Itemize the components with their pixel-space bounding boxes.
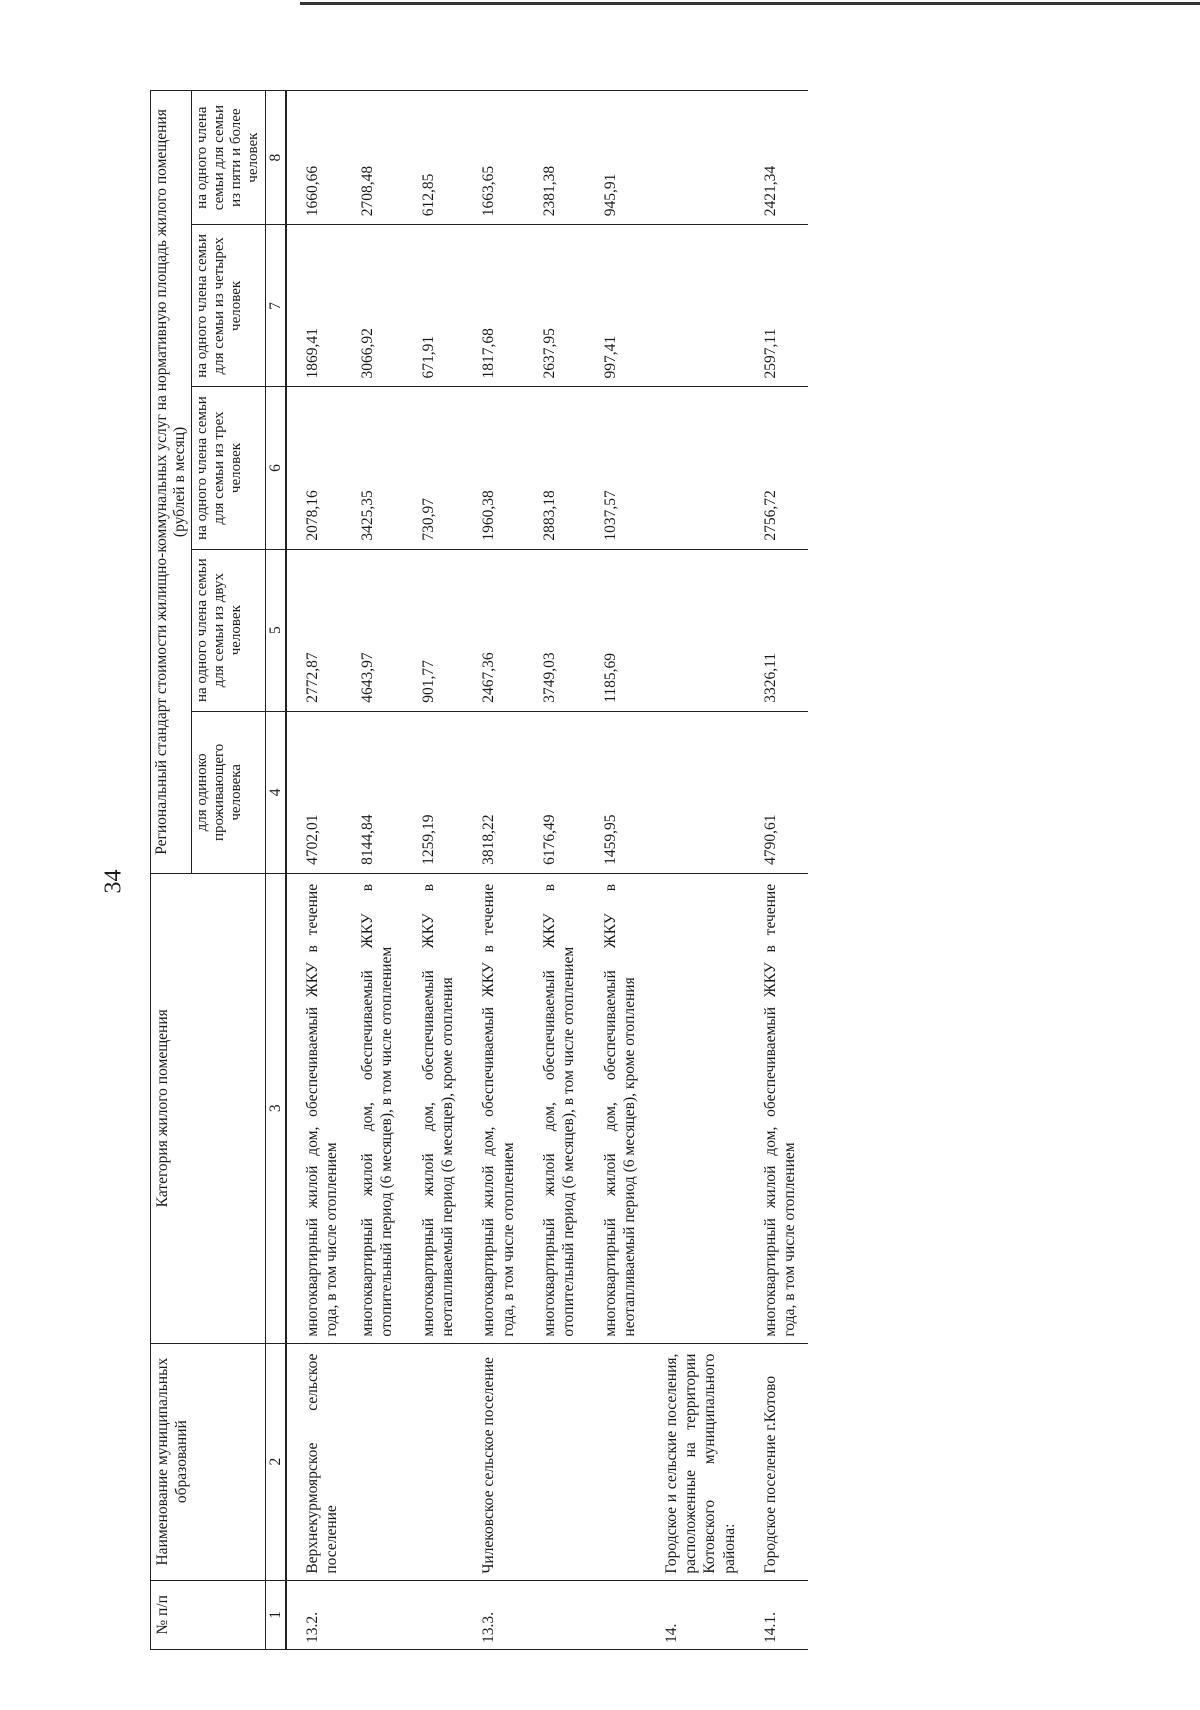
table-row xyxy=(648,91,748,1650)
row-value: 612,85 xyxy=(405,91,466,225)
col-number: 7 xyxy=(265,225,286,387)
row-value: 1960,38 xyxy=(465,387,526,549)
row-value: 2708,48 xyxy=(344,91,405,225)
row-num: 13.3. xyxy=(465,1580,526,1649)
table-row xyxy=(465,91,526,1650)
header-category: Категория жилого помещения xyxy=(151,873,266,1343)
col-number: 2 xyxy=(265,1343,286,1580)
row-value xyxy=(648,387,748,549)
col-number: 8 xyxy=(265,91,286,225)
header-sub-five: на одного члена семьи для семьи из пяти и более человек xyxy=(191,91,265,225)
row-value: 2467,36 xyxy=(465,549,526,711)
header-standard-group: Региональный стандарт стоимости жилищно-коммунальных услуг на нормативную площадь жилого помещения (рублей в месяц) xyxy=(151,91,192,874)
row-value: 4790,61 xyxy=(747,711,808,873)
row-num xyxy=(344,1580,405,1649)
col-number: 6 xyxy=(265,387,286,549)
row-num xyxy=(587,1580,648,1649)
row-value: 8144,84 xyxy=(344,711,405,873)
row-value: 2078,16 xyxy=(286,387,344,549)
row-value xyxy=(648,711,748,873)
row-num: 13.2. xyxy=(286,1580,344,1649)
col-number: 4 xyxy=(265,711,286,873)
row-value xyxy=(648,91,748,225)
col-number: 5 xyxy=(265,549,286,711)
row-category: многоквартирный жилой дом, обеспечиваемый ЖКУ в течение года, в том числе отоплением xyxy=(747,873,808,1343)
row-value: 1185,69 xyxy=(587,549,648,711)
table-row xyxy=(747,91,808,1650)
row-value: 2772,87 xyxy=(286,549,344,711)
header-sub-single: для одиноко проживающего человека xyxy=(191,711,265,873)
row-value: 671,91 xyxy=(405,225,466,387)
row-value xyxy=(648,225,748,387)
row-value: 2381,38 xyxy=(526,91,587,225)
row-value: 2883,18 xyxy=(526,387,587,549)
row-value: 2637,95 xyxy=(526,225,587,387)
row-name: Городское поселение г.Котово xyxy=(747,1343,808,1580)
housing-standard-table xyxy=(150,90,808,1650)
row-category: многоквартирный жилой дом, обеспечиваемый ЖКУ в течение года, в том числе отоплением xyxy=(286,873,344,1343)
row-value: 6176,49 xyxy=(526,711,587,873)
table-row xyxy=(587,91,648,1650)
row-value: 1869,41 xyxy=(286,225,344,387)
row-value: 3066,92 xyxy=(344,225,405,387)
row-value: 1660,66 xyxy=(286,91,344,225)
row-value: 1817,68 xyxy=(465,225,526,387)
row-name xyxy=(405,1343,466,1580)
row-value: 945,91 xyxy=(587,91,648,225)
row-value: 2597,11 xyxy=(747,225,808,387)
row-value: 3425,35 xyxy=(344,387,405,549)
row-value: 4702,01 xyxy=(286,711,344,873)
row-value: 3749,03 xyxy=(526,549,587,711)
row-category: многоквартирный жилой дом, обеспечиваемый ЖКУ в течение года, в том числе отоплением xyxy=(465,873,526,1343)
header-num: № п/п xyxy=(151,1580,266,1649)
row-name xyxy=(344,1343,405,1580)
row-name xyxy=(526,1343,587,1580)
row-category: многоквартирный жилой дом, обеспечиваемый ЖКУ в неотапливаемый период (6 месяцев), кроме отопления xyxy=(405,873,466,1343)
row-value: 1663,65 xyxy=(465,91,526,225)
header-sub-two: на одного члена семьи для семьи из двух человек xyxy=(191,549,265,711)
row-category: многоквартирный жилой дом, обеспечиваемый ЖКУ в неотапливаемый период (6 месяцев), кроме отопления xyxy=(587,873,648,1343)
row-value: 3818,22 xyxy=(465,711,526,873)
row-value: 1037,57 xyxy=(587,387,648,549)
row-name: Городское и сельские поселения, расположенные на территории Котовского муниципального района: xyxy=(648,1343,748,1580)
row-category xyxy=(648,873,748,1343)
row-value: 730,97 xyxy=(405,387,466,549)
row-num xyxy=(405,1580,466,1649)
col-number: 1 xyxy=(265,1580,286,1649)
header-name: Наименование муниципальных образований xyxy=(151,1343,266,1580)
row-value: 1259,19 xyxy=(405,711,466,873)
table-row xyxy=(286,91,344,1650)
rotated-table-container xyxy=(150,90,1050,1650)
row-value: 997,41 xyxy=(587,225,648,387)
row-num xyxy=(526,1580,587,1649)
row-value: 4643,97 xyxy=(344,549,405,711)
row-category: многоквартирный жилой дом, обеспечиваемый ЖКУ в отопительный период (6 месяцев), в том числе отоплением xyxy=(344,873,405,1343)
row-name xyxy=(587,1343,648,1580)
header-sub-three: на одного члена семьи для семьи из трех человек xyxy=(191,387,265,549)
page-number: 34 xyxy=(100,869,127,894)
row-value xyxy=(648,549,748,711)
row-value: 2421,34 xyxy=(747,91,808,225)
table-row xyxy=(405,91,466,1650)
row-value: 2756,72 xyxy=(747,387,808,549)
row-num: 14. xyxy=(648,1580,748,1649)
table-row xyxy=(344,91,405,1650)
row-name: Верхнекурмоярское сельское поселение xyxy=(286,1343,344,1580)
table-row xyxy=(526,91,587,1650)
row-num: 14.1. xyxy=(747,1580,808,1649)
row-value: 3326,11 xyxy=(747,549,808,711)
row-name: Чилековское сельское поселение xyxy=(465,1343,526,1580)
row-value: 901,77 xyxy=(405,549,466,711)
col-number: 3 xyxy=(265,873,286,1343)
header-sub-four: на одного члена семьи для семьи из четырех человек xyxy=(191,225,265,387)
row-value: 1459,95 xyxy=(587,711,648,873)
row-category: многоквартирный жилой дом, обеспечиваемый ЖКУ в отопительный период (6 месяцев), в том числе отоплением xyxy=(526,873,587,1343)
top-edge-line xyxy=(300,2,1200,5)
